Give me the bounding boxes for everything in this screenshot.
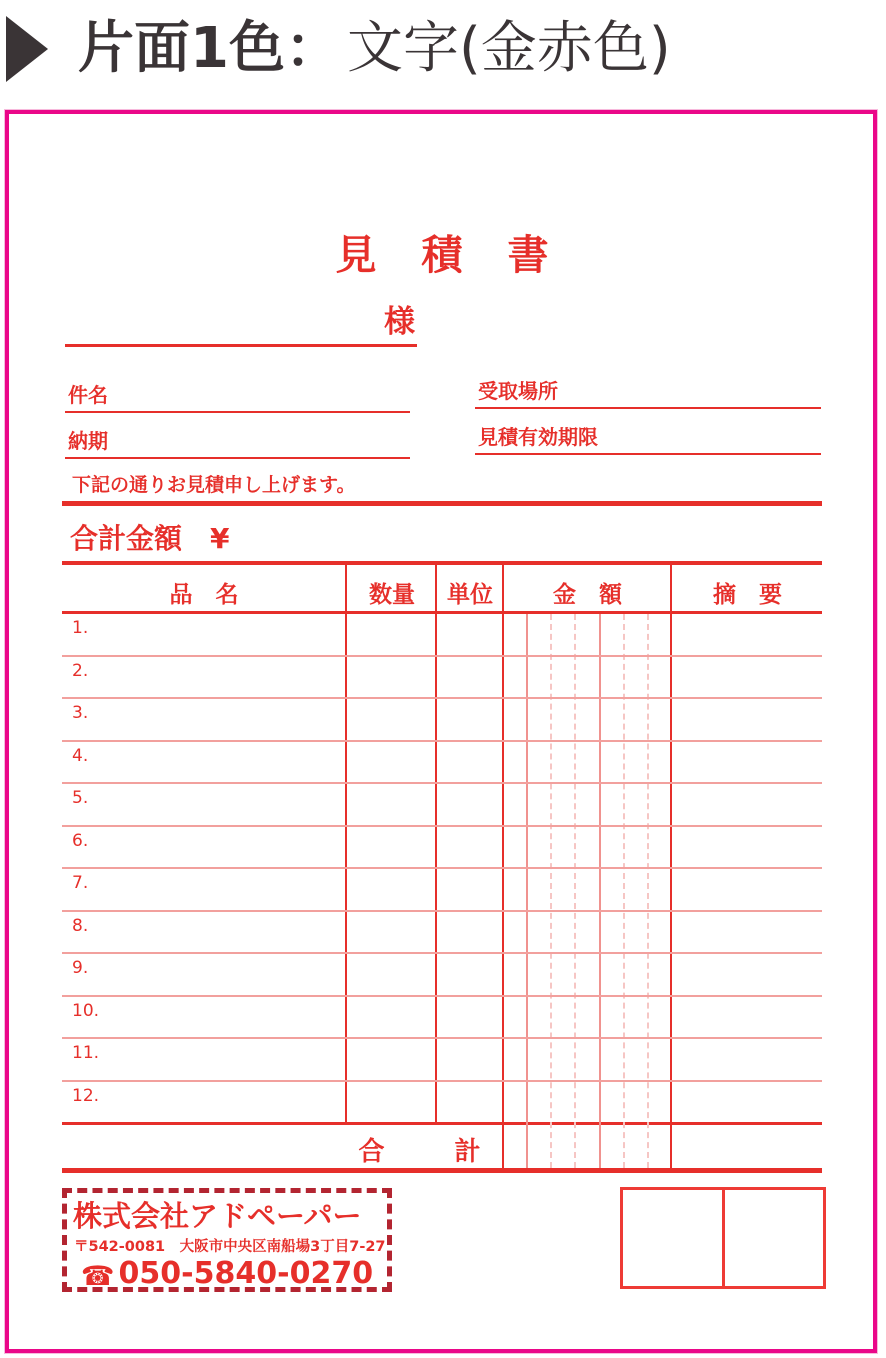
row-number: 1.	[72, 618, 89, 638]
company-info-box	[62, 1188, 392, 1292]
caption-ink-spec: 文字(金赤色)	[346, 16, 671, 81]
col-header-amount: 金 額	[553, 582, 622, 608]
form-title: 見 積 書	[335, 231, 551, 279]
row-number: 3.	[72, 703, 89, 723]
table-bottom-rule	[62, 1168, 822, 1173]
subject-label: 件名	[68, 383, 108, 407]
table-row	[62, 869, 822, 912]
subject-field-line	[65, 380, 410, 413]
telephone-icon: ☎	[80, 1261, 115, 1292]
table-row	[62, 657, 822, 700]
row-number: 10.	[72, 1000, 100, 1021]
delivery-field-line	[65, 426, 410, 459]
table-row	[62, 742, 822, 785]
table-row	[62, 997, 822, 1040]
row-number: 2.	[72, 660, 89, 681]
caption-color-spec: 片面1色：	[78, 16, 341, 81]
company-phone-number: 050-5840-0270	[118, 1256, 374, 1291]
table-row	[62, 614, 822, 657]
table-row	[62, 827, 822, 870]
row-number: 6.	[72, 830, 89, 851]
company-phone-row	[67, 1256, 387, 1292]
table-row	[62, 784, 822, 827]
item-rows	[62, 614, 822, 1122]
table-row	[62, 1082, 822, 1123]
col-header-item-name: 品 名	[169, 582, 239, 608]
recipient-name-line	[65, 299, 417, 347]
col-header-remarks: 摘 要	[713, 582, 782, 608]
table-top-rule	[62, 561, 822, 565]
validity-label: 見積有効期限	[478, 425, 598, 449]
row-number: 4.	[72, 745, 89, 766]
table-row	[62, 699, 822, 742]
col-header-quantity: 数量	[369, 582, 415, 608]
delivery-label: 納期	[68, 429, 108, 453]
stamp-boxes	[620, 1187, 826, 1289]
greeting-rule	[62, 501, 822, 506]
company-name: 株式会社アドペーパー	[73, 1199, 362, 1233]
validity-field-line	[475, 422, 821, 455]
stamp-box-left	[620, 1187, 725, 1289]
recipient-honorific: 様	[384, 304, 415, 340]
receive-place-field-line	[475, 376, 821, 409]
col-header-unit: 単位	[447, 582, 493, 608]
table-row	[62, 954, 822, 997]
company-address: 〒542-0081 大阪市中央区南船場3丁目7-27	[74, 1239, 386, 1255]
row-number: 5.	[72, 788, 89, 808]
stamp-box-right	[722, 1187, 827, 1289]
total-amount-label: 合計金額 ¥	[70, 522, 230, 555]
row-number: 9.	[72, 958, 89, 978]
table-rows-bottom-rule	[62, 1122, 822, 1125]
table-total-label: 合 計	[358, 1137, 503, 1167]
row-number: 11.	[72, 1043, 100, 1063]
row-number: 7.	[72, 873, 89, 893]
row-number: 8.	[72, 915, 89, 936]
row-number: 12.	[72, 1085, 100, 1106]
greeting-text: 下記の通りお見積申し上げます。	[72, 474, 356, 496]
right-triangle-icon	[6, 16, 48, 82]
table-row	[62, 1039, 822, 1082]
sample-caption	[78, 4, 671, 84]
table-row	[62, 912, 822, 955]
receive-place-label: 受取場所	[478, 379, 558, 403]
